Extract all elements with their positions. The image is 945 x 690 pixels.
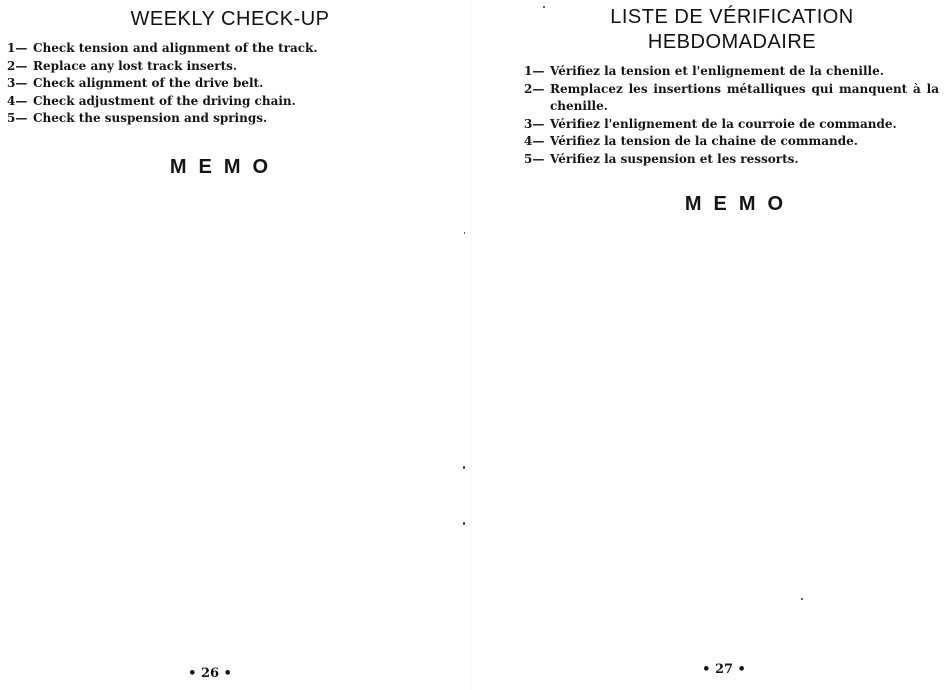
item-text: Check adjustment of the driving chain. <box>33 93 296 108</box>
memo-heading-fr: MEMO <box>684 193 796 215</box>
item-number: 4— <box>7 93 28 108</box>
weekly-checklist-fr <box>524 63 939 169</box>
weekly-checklist-en <box>7 40 447 128</box>
item-number: 2— <box>7 58 28 73</box>
checklist-item <box>524 81 939 116</box>
item-number: 2— <box>524 81 545 96</box>
item-text: Check alignment of the drive belt. <box>33 76 264 91</box>
item-text: Vérifiez l'enlignement de la courroie de commande. <box>550 116 897 131</box>
item-text: Check tension and alignment of the track. <box>33 41 318 55</box>
title-line-1: LISTE DE VÉRIFICATION <box>610 6 854 28</box>
checklist-item <box>7 58 447 76</box>
page-number-right: • 27 • <box>702 662 746 677</box>
item-number: 1— <box>524 64 545 78</box>
item-text: Replace any lost track inserts. <box>33 58 238 73</box>
memo-heading-en: MEMO <box>169 156 281 178</box>
checklist-item <box>524 63 939 81</box>
title-line-2: HEBDOMADAIRE <box>647 31 817 53</box>
checklist-item <box>7 40 447 58</box>
item-number: 4— <box>524 134 545 149</box>
scan-speck <box>463 522 465 525</box>
right-page-title <box>542 5 922 55</box>
checklist-item <box>524 116 939 134</box>
right-page <box>472 0 945 690</box>
scan-speck <box>464 232 465 234</box>
item-number: 5— <box>524 151 545 166</box>
item-text: Vérifiez la tension et l'enlignement de la chenille. <box>550 64 884 78</box>
scan-speck <box>543 6 545 8</box>
checklist-item <box>7 75 447 93</box>
left-page-title: WEEKLY CHECK-UP <box>130 8 330 30</box>
page-number-left: • 26 • <box>188 666 232 681</box>
item-text: Remplacez les insertions métalliques qui manquent à la chenille. <box>550 81 939 114</box>
checklist-item <box>7 110 447 128</box>
item-text: Check the suspension and springs. <box>33 111 268 126</box>
item-number: 3— <box>7 76 28 91</box>
item-number: 5— <box>7 111 28 126</box>
checklist-item <box>7 93 447 111</box>
left-page <box>0 0 470 690</box>
checklist-item <box>524 133 939 151</box>
item-number: 3— <box>524 116 545 131</box>
item-text: Vérifiez la suspension et les ressorts. <box>550 151 799 166</box>
scan-speck <box>463 466 465 469</box>
checklist-item <box>524 151 939 169</box>
scan-speck <box>801 598 803 600</box>
item-text: Vérifiez la tension de la chaine de commande. <box>550 134 858 149</box>
item-number: 1— <box>7 41 28 55</box>
